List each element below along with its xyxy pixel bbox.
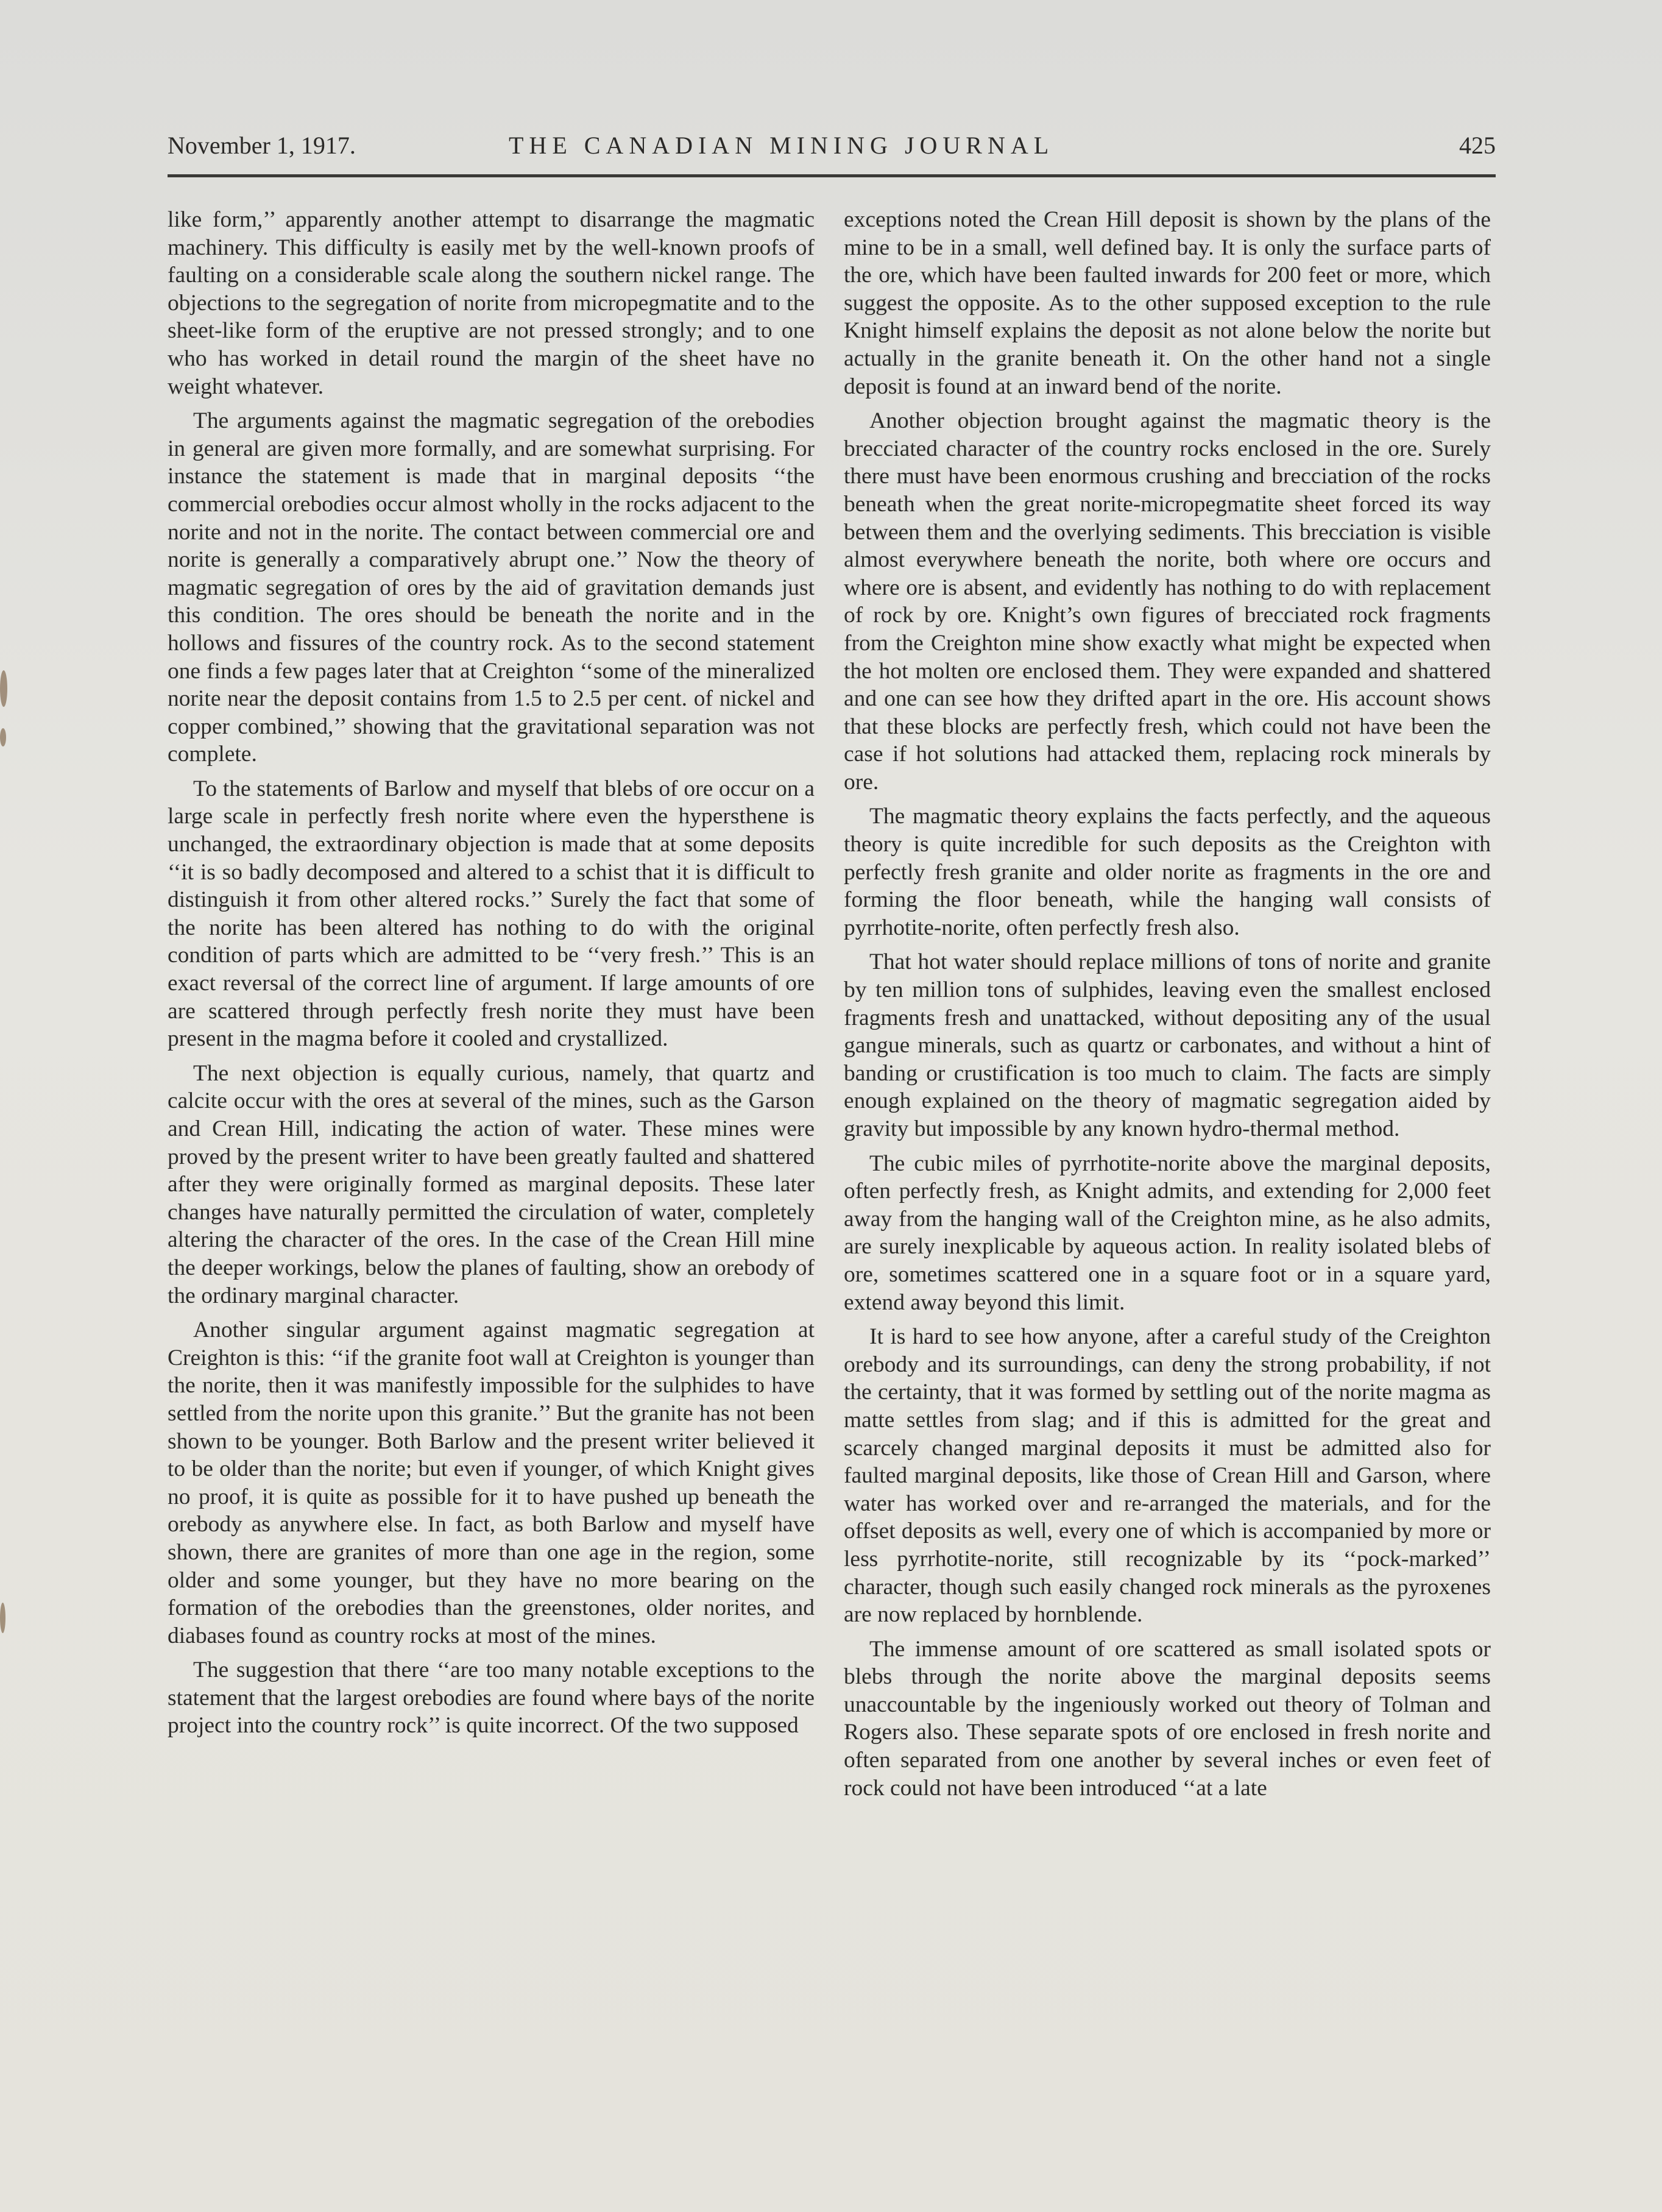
paragraph: The magmatic theory explains the facts perfectly, and the aqueous theory is quite incredible for such deposits as the Creighton with perfectly fresh granite and older norite as fragments in the ore and forming the floor beneath, while the hanging wall consists of pyrrhotite-norite, often perfectly fresh also.	[844, 804, 1491, 940]
issue-date: November 1, 1917.	[168, 132, 356, 159]
paragraph: The arguments against the magmatic segregation of the orebodies in general are given more formally, and are somewhat surprising. For instance the statement is made that in marginal deposits ‘‘the commercial orebodies occur almost wholly in the rocks adjacent to the norite and not in the norite. The contact between commercial ore and norite is generally a comparatively abrupt one.’’ Now the theory of magmatic segregation of ores by the aid of gravitation demands just this condition. The ores should be beneath the norite and in the hollows and fissures of the country rock. As to the second statement one finds a few pages later that at Creighton ‘‘some of the mineralized norite near the deposit contains from 1.5 to 2.5 per cent. of nickel and copper combined,’’ showing that the gravitational separation was not complete.	[168, 408, 815, 767]
header-rule	[168, 174, 1496, 177]
paragraph: That hot water should replace millions of tons of norite and granite by ten million tons of sulphides, leaving even the smallest enclosed fragments fresh and unattacked, without depositing any of the usual gangue minerals, such as quartz or carbonates, and without a hint of banding or crustification is too much to claim. The facts are simply enough explained on the theory of magmatic segregation aided by gravity but impossible by any known hydro-thermal method.	[844, 949, 1491, 1141]
page-number: 425	[1459, 132, 1496, 159]
paper-blemish	[0, 1603, 5, 1633]
paragraph: The cubic miles of pyrrhotite-norite above the marginal deposits, often perfectly fresh, as Knight admits, and extending for 2,000 feet away from the hanging wall of the Creighton mine, as he also admits, are surely inexplicable by aqueous action. In reality isolated blebs of ore, sometimes scattered one in a square foot or in a square yard, extend away beyond this limit.	[844, 1150, 1491, 1315]
paragraph: Another objection brought against the magmatic theory is the brecciated character of the country rocks enclosed in the ore. Surely there must have been enormous crushing and brecciation of the rocks beneath when the great norite-micropegmatite sheet forced its way between them and the overlying sediments. This brecciation is visible almost everywhere beneath the norite, both where ore occurs and where ore is absent, and evidently has nothing to do with replacement of rock by ore. Knight’s own figures of brecciated rock fragments from the Creighton mine show exactly what might be expected when the hot molten ore enclosed them. They were expanded and shattered and one can see how they drifted apart in the ore. His account shows that these blocks are perfectly fresh, which could not have been the case if hot solutions had attacked them, replacing rock minerals by ore.	[844, 408, 1491, 795]
paragraph: It is hard to see how anyone, after a careful study of the Creighton orebody and its surroundings, can deny the strong probability, if not the certainty, that it was formed by settling out of the norite magma as matte settles from slag; and if this is admitted for the great and scarcely changed marginal deposits it must be admitted also for faulted marginal deposits, like those of Crean Hill and Garson, where water has worked over and re-arranged the materials, and for the offset deposits as well, every one of which is accompanied by more or less pyrrhotite-norite, still recognizable by its ‘‘pock-marked’’ character, though such easily changed rock minerals as the pyroxenes are now replaced by hornblende.	[844, 1324, 1491, 1628]
running-header	[168, 131, 1496, 168]
paragraph: like form,’’ apparently another attempt to disarrange the magmatic machinery. This difficulty is easily met by the well-known proofs of faulting on a considerable scale along the southern nickel range. The objections to the segregation of norite from micropegmatite and to the sheet-like form of the eruptive are not pressed strongly; and to one who has worked in detail round the margin of the sheet have no weight whatever.	[168, 207, 815, 399]
paragraph: The suggestion that there ‘‘are too many notable exceptions to the statement that the largest orebodies are found where bays of the norite project into the country rock’’ is quite incorrect. Of the two supposed	[168, 1657, 815, 1739]
journal-title: THE CANADIAN MINING JOURNAL	[509, 132, 1055, 159]
paragraph: To the statements of Barlow and myself that blebs of ore occur on a large scale in perfectly fresh norite where even the hypersthene is unchanged, the extraordinary objection is made that at some deposits ‘‘it is so badly decomposed and altered to a schist that it is difficult to distinguish it from other altered rocks.’’ Surely the fact that some of the norite has been altered has nothing to do with the original condition of parts which are admitted to be ‘‘very fresh.’’ This is an exact reversal of the correct line of argument. If large amounts of ore are scattered through perfectly fresh norite they must have been present in the magma before it cooled and crystallized.	[168, 776, 815, 1052]
paragraph: The immense amount of ore scattered as small isolated spots or blebs through the norite above the marginal deposits seems unaccountable by the ingeniously worked out theory of Tolman and Rogers also. These separate spots of ore enclosed in fresh norite and often separated from one another by several inches or even feet of rock could not have been introduced ‘‘at a late	[844, 1636, 1491, 1801]
paragraph: The next objection is equally curious, namely, that quartz and calcite occur with the ores at several of the mines, such as the Garson and Crean Hill, indicating the action of water. These mines were proved by the present writer to have been greatly faulted and shattered after they were originally formed as marginal deposits. These later changes have naturally permitted the circulation of water, completely altering the character of the ores. In the case of the Crean Hill mine the deeper workings, below the planes of faulting, show an orebody of the ordinary marginal character.	[168, 1060, 815, 1308]
paper-blemish	[0, 670, 7, 707]
paper-blemish	[0, 728, 6, 746]
paragraph: Another singular argument against magmatic segregation at Creighton is this: ‘‘if the granite foot wall at Creighton is younger than the norite, then it was manifestly impossible for the sulphides to have settled from the norite upon this granite.’’ But the granite has not been shown to be younger. Both Barlow and the present writer believed it to be older than the norite; but even if younger, of which Knight gives no proof, it is quite as possible for it to have pushed up beneath the orebody as anywhere else. In fact, as both Barlow and myself have shown, there are granites of more than one age in the region, some older and some younger, but they have no more bearing on the formation of the orebodies than the greenstones, older norites, and diabases found as country rocks at most of the mines.	[168, 1317, 815, 1648]
paragraph: exceptions noted the Crean Hill deposit is shown by the plans of the mine to be in a small, well defined bay. It is only the surface parts of the ore, which have been faulted inwards for 200 feet or more, which suggest the opposite. As to the other supposed exception to the rule Knight himself explains the deposit as not alone below the norite but actually in the granite beneath it. On the other hand not a single deposit is found at an inward bend of the norite.	[844, 207, 1491, 399]
left-column	[168, 206, 815, 2101]
right-column	[844, 206, 1491, 2101]
